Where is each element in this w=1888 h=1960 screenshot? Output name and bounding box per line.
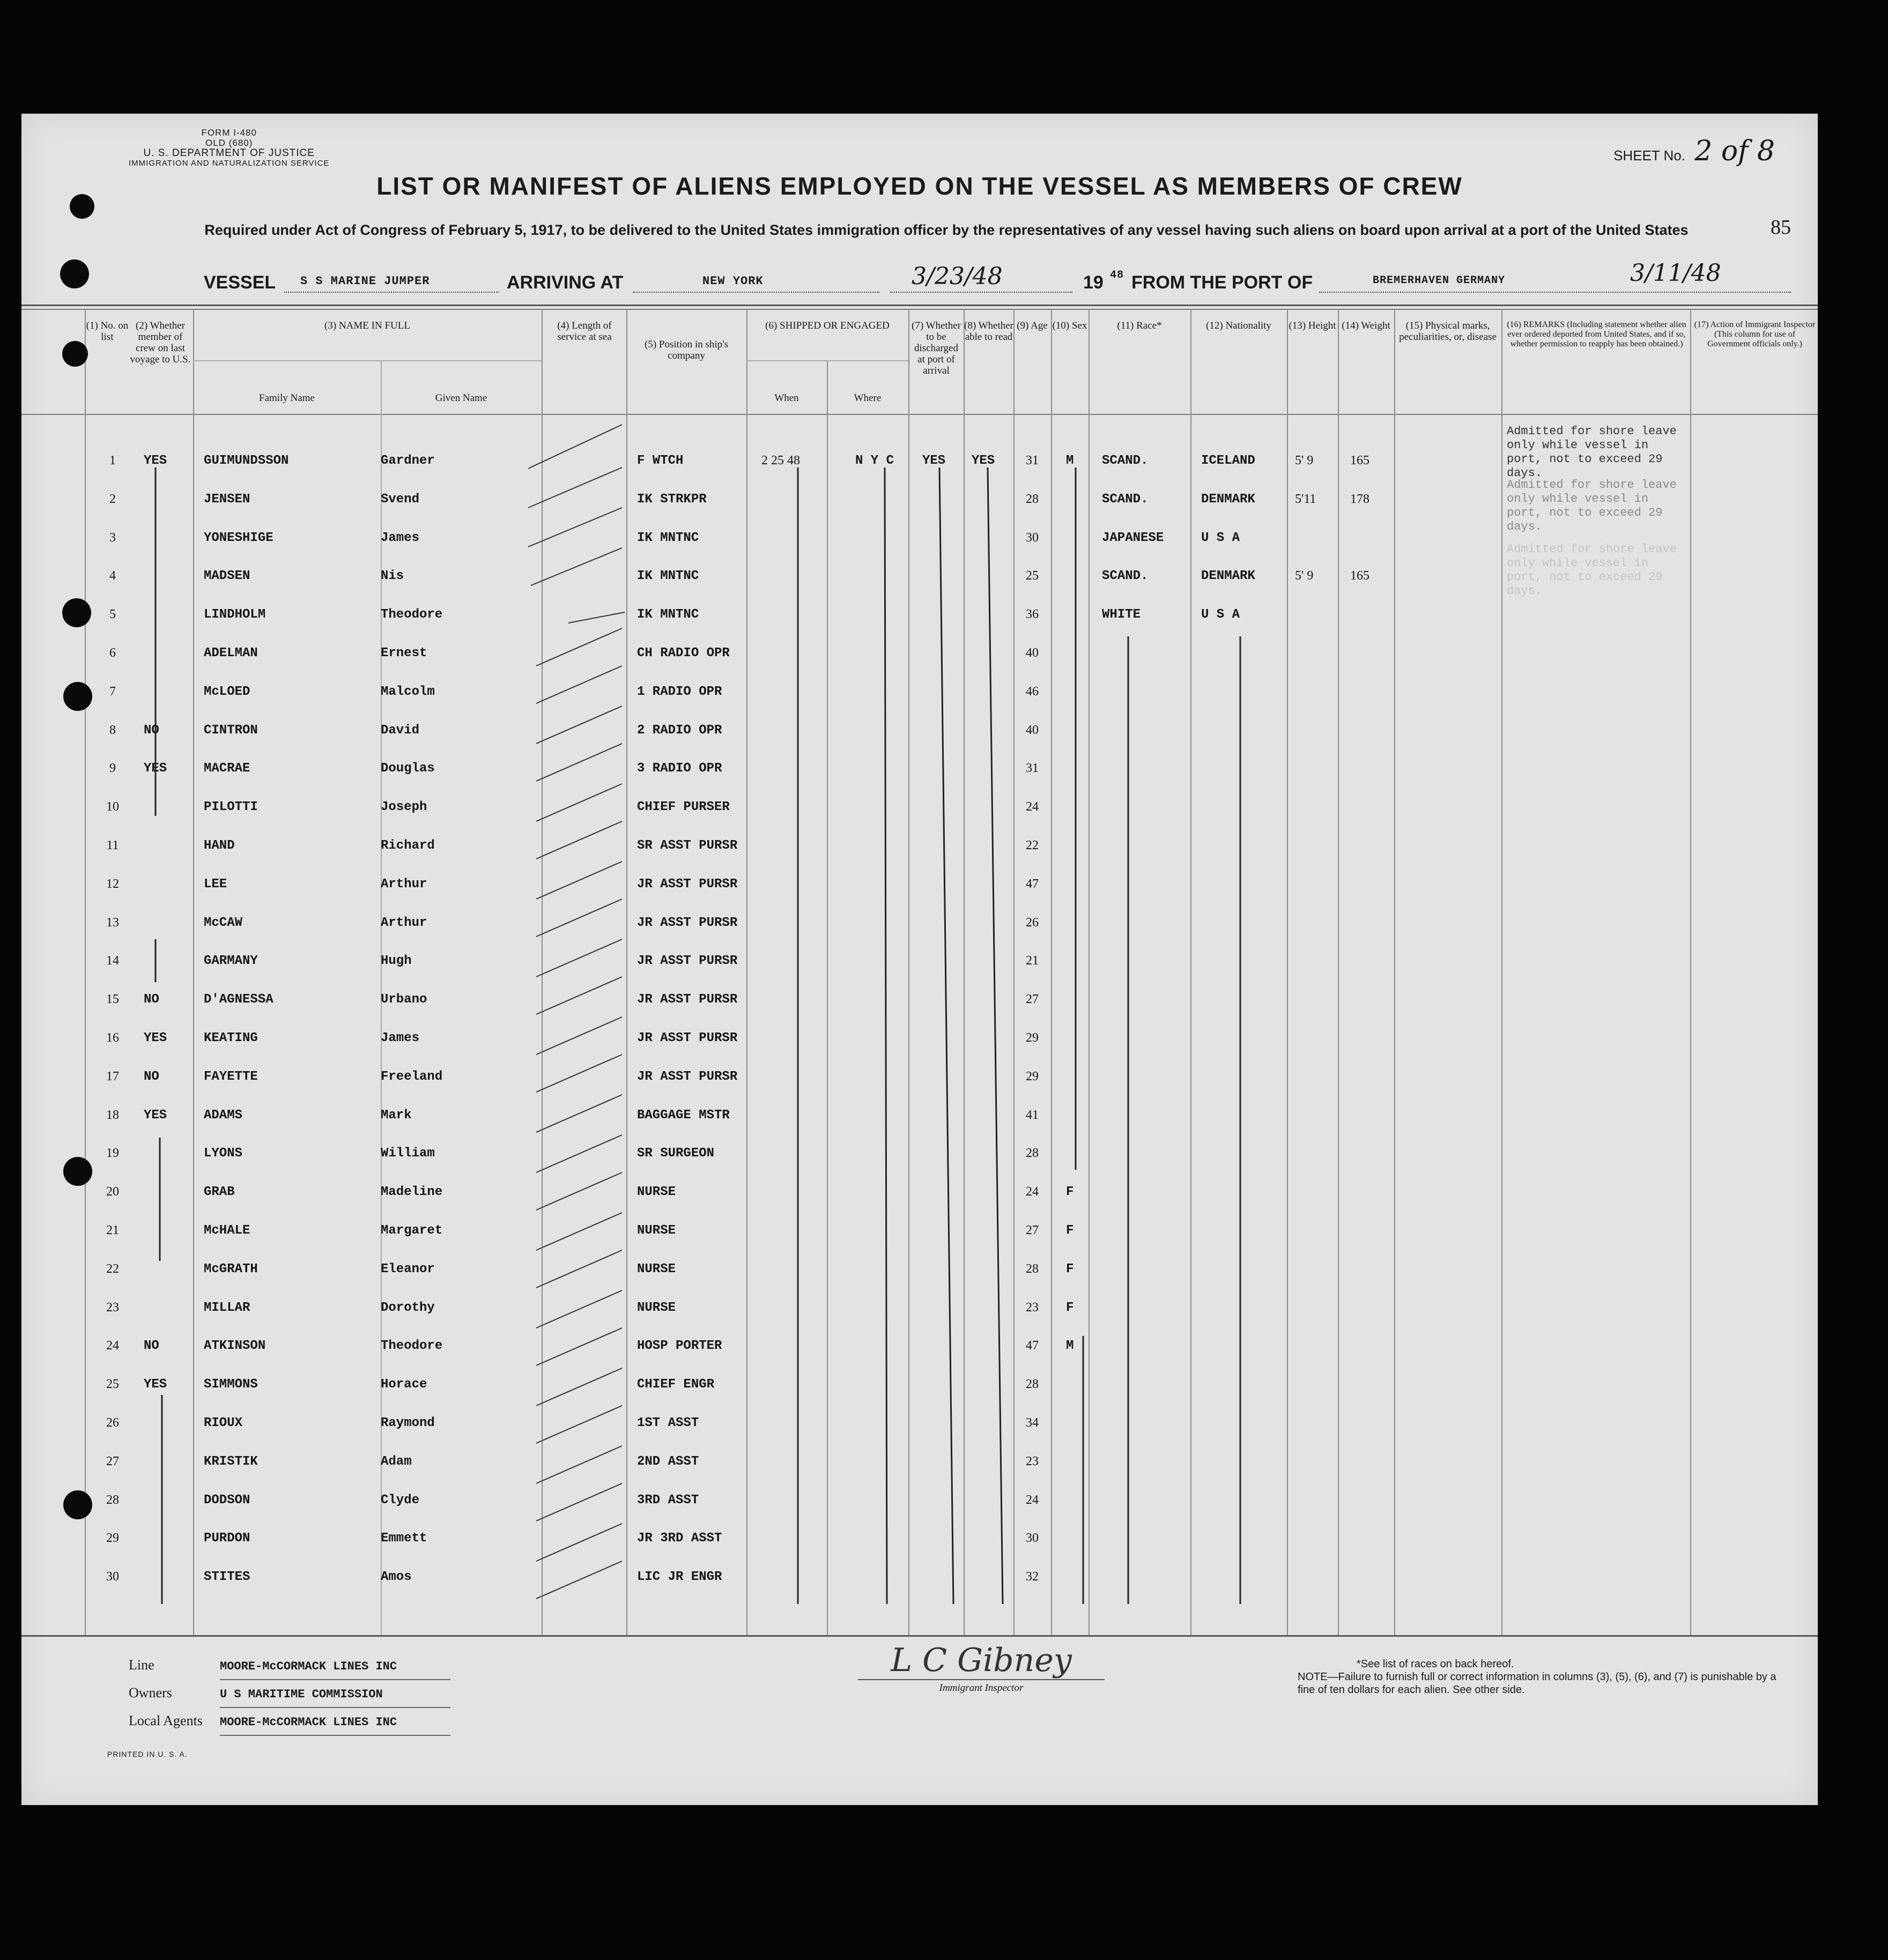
sheet-number (1613, 135, 1775, 167)
cell-no: 10 (106, 800, 119, 814)
cell-position: IK MNTNC (637, 530, 699, 545)
table-row (21, 1172, 1818, 1211)
cell-disch: YES (922, 454, 946, 468)
cell-nat: U S A (1201, 530, 1240, 545)
cell-age: 24 (1026, 1185, 1039, 1199)
cell-given: Eleanor (381, 1261, 435, 1276)
cell-given: Urbano (381, 992, 427, 1007)
cell-position: IK MNTNC (637, 607, 699, 622)
cell-given: Douglas (381, 761, 435, 776)
cell-family: STITES (204, 1570, 250, 1585)
cell-family: GUIMUNDSSON (204, 454, 289, 468)
cell-sex: F (1066, 1300, 1074, 1315)
cell-no: 6 (109, 646, 116, 660)
cell-age: 47 (1026, 877, 1039, 891)
cell-position: 1 RADIO OPR (637, 684, 722, 699)
table-row (21, 1364, 1818, 1404)
cell-prev: NO (144, 1339, 159, 1354)
cell-no: 2 (109, 492, 116, 506)
cell-family: MACRAE (204, 761, 250, 776)
cell-age: 27 (1026, 992, 1039, 1007)
table-row (21, 1018, 1818, 1057)
cell-where: N Y C (855, 454, 894, 468)
header-col2: (2) Whether member of crew on last voyage to U.S. (130, 320, 191, 365)
cell-read: YES (972, 454, 995, 468)
header-col6: (6) SHIPPED OR ENGAGED (765, 320, 890, 331)
table-row (21, 1288, 1818, 1327)
cell-no: 24 (106, 1339, 119, 1353)
cell-position: JR ASST PURSR (637, 992, 738, 1007)
cell-given: Nis (381, 569, 404, 584)
cell-age: 32 (1026, 1570, 1039, 1584)
cell-age: 29 (1026, 1031, 1039, 1045)
header-family-name: Family Name (259, 392, 315, 404)
cell-age: 47 (1026, 1339, 1039, 1353)
cell-height: 5'11 (1295, 492, 1316, 506)
cell-position: JR ASST PURSR (637, 1069, 738, 1084)
form-number: FORM I-480 (201, 128, 257, 138)
table-row (21, 710, 1818, 749)
from-port: BREMERHAVEN GERMANY (1373, 274, 1506, 287)
cell-given: Raymond (381, 1416, 435, 1430)
cell-height: 5' 9 (1295, 569, 1314, 583)
punch-hole (62, 598, 91, 627)
vessel-label: VESSEL (204, 272, 276, 293)
line-label: Line (129, 1657, 154, 1673)
cell-age: 26 (1026, 915, 1039, 930)
cell-position: HOSP PORTER (637, 1339, 722, 1354)
cell-given: Mark (381, 1108, 412, 1123)
cell-no: 30 (106, 1570, 119, 1584)
header-col12: (12) Nationality (1206, 320, 1271, 331)
from-port-label: FROM THE PORT OF (1131, 272, 1313, 293)
punch-hole (63, 1157, 92, 1186)
form-identifier (129, 128, 329, 168)
cell-sex: F (1066, 1223, 1074, 1238)
table-row (21, 787, 1818, 826)
cell-no: 7 (109, 684, 116, 699)
cell-position: NURSE (637, 1185, 676, 1200)
cell-prev: YES (144, 1377, 167, 1392)
cell-age: 22 (1026, 838, 1039, 852)
table-row (21, 1480, 1818, 1519)
cell-race: SCAND. (1102, 454, 1149, 468)
cell-no: 17 (106, 1069, 119, 1083)
cell-family: ATKINSON (204, 1339, 266, 1354)
cell-no: 9 (109, 761, 116, 776)
cell-family: CINTRON (204, 723, 258, 738)
cell-age: 40 (1026, 646, 1039, 660)
punch-hole (60, 259, 89, 288)
cell-no: 13 (106, 915, 119, 930)
races-note: *See list of races on back hereof. (1357, 1658, 1514, 1670)
document-subtitle: Required under Act of Congress of February 5, 1917, to be delivered to the United States immigration officer by the representatives of any vessel having such aliens on board upon arrival at a port of the United States (204, 222, 1689, 238)
cell-weight: 165 (1350, 569, 1369, 583)
cell-no: 12 (106, 877, 119, 891)
cell-position: NURSE (637, 1223, 676, 1238)
manifest-sheet (21, 114, 1818, 1805)
cell-age: 31 (1026, 761, 1039, 776)
penalty-note: NOTE—Failure to furnish full or correct information in columns (3), (5), (6), and (7) is punishable by a fine of ten dollars for each alien. See other side. (1298, 1671, 1776, 1696)
signature-caption: Immigrant Inspector (939, 1682, 1024, 1694)
cell-given: Dorothy (381, 1300, 435, 1315)
cell-no: 23 (106, 1300, 119, 1315)
cell-given: Clyde (381, 1493, 420, 1508)
header-col14: (14) Weight (1342, 320, 1390, 331)
cell-position: SR ASST PURSR (637, 838, 738, 853)
cell-family: YONESHIGE (204, 530, 273, 545)
local-agents-label: Local Agents (129, 1713, 203, 1728)
punch-hole (63, 1490, 92, 1519)
cell-age: 28 (1026, 1377, 1039, 1392)
header-col13: (13) Height (1289, 320, 1336, 331)
header-col15: (15) Physical marks, peculiarities, or, disease (1399, 320, 1497, 343)
cell-age: 34 (1026, 1416, 1039, 1430)
cell-no: 3 (109, 530, 116, 545)
year-prefix: 19 (1083, 272, 1104, 293)
form-old-number: OLD (680) (205, 138, 253, 148)
cell-no: 27 (106, 1454, 119, 1468)
cell-position: JR ASST PURSR (637, 954, 738, 969)
cell-given: Svend (381, 492, 420, 507)
cell-race: SCAND. (1102, 569, 1149, 584)
cell-age: 40 (1026, 723, 1039, 737)
cell-family: McGRATH (204, 1261, 258, 1276)
cell-family: McLOED (204, 684, 250, 699)
cell-position: 3 RADIO OPR (637, 761, 722, 776)
table-row (21, 1326, 1818, 1365)
cell-no: 4 (109, 569, 116, 583)
header-col9: (9) Age (1017, 320, 1048, 331)
cell-position: NURSE (637, 1261, 676, 1276)
cell-age: 41 (1026, 1108, 1039, 1122)
header-where: Where (854, 392, 882, 404)
header-col11: (11) Race* (1117, 320, 1162, 331)
table-row (21, 1518, 1818, 1557)
cell-given: David (381, 723, 420, 738)
table-row (21, 1403, 1818, 1442)
punch-hole (62, 341, 88, 367)
cell-no: 28 (106, 1493, 119, 1507)
cell-age: 23 (1026, 1454, 1039, 1468)
cell-prev: YES (144, 761, 167, 776)
cell-position: IK MNTNC (637, 569, 699, 584)
cell-position: 2 RADIO OPR (637, 723, 722, 738)
service-name: IMMIGRATION AND NATURALIZATION SERVICE (129, 159, 330, 168)
table-row (21, 672, 1818, 711)
cell-position: BAGGAGE MSTR (637, 1108, 730, 1123)
cell-position: CHIEF PURSER (637, 800, 730, 815)
printed-in-usa: PRINTED IN U. S. A. (107, 1750, 188, 1758)
inspector-signature (858, 1642, 1105, 1694)
cell-position: 2ND ASST (637, 1454, 699, 1469)
cell-family: MILLAR (204, 1300, 250, 1315)
year-suffix: 48 (1110, 269, 1124, 281)
footer-note (1298, 1658, 1780, 1696)
cell-race: SCAND. (1102, 492, 1149, 507)
header-col8: (8) Whether able to read (964, 320, 1013, 343)
cell-family: HAND (204, 838, 235, 853)
remark-3: Admitted for shore leave only while vessel in port, not to exceed 29 days. (1507, 543, 1677, 598)
cell-sex: M (1066, 454, 1074, 468)
cell-family: DODSON (204, 1493, 250, 1508)
cell-given: Gardner (381, 454, 435, 468)
cell-no: 8 (109, 723, 116, 737)
cell-given: Margaret (381, 1223, 443, 1238)
cell-position: LIC JR ENGR (637, 1570, 722, 1585)
cell-no: 18 (106, 1108, 119, 1122)
cell-no: 29 (106, 1531, 119, 1546)
owners-label: Owners (129, 1685, 172, 1701)
cell-prev: NO (144, 1069, 159, 1084)
cell-no: 25 (106, 1377, 119, 1392)
cell-family: MADSEN (204, 569, 250, 584)
sheet-number-label: SHEET No. (1613, 147, 1685, 164)
cell-height: 5' 9 (1295, 454, 1314, 467)
cell-position: CHIEF ENGR (637, 1377, 715, 1392)
header-col5: (5) Position in ship's company (645, 339, 728, 361)
table-row (21, 595, 1818, 634)
cell-position: JR ASST PURSR (637, 915, 738, 930)
cell-no: 22 (106, 1261, 119, 1276)
table-row (21, 903, 1818, 942)
table-row (21, 1057, 1818, 1096)
cell-family: McHALE (204, 1223, 250, 1238)
table-row (21, 1095, 1818, 1134)
cell-age: 27 (1026, 1223, 1039, 1237)
cell-position: 3RD ASST (637, 1493, 699, 1508)
cell-age: 28 (1026, 492, 1039, 506)
header-col4: (4) Length of service at sea (557, 320, 612, 343)
table-row (21, 826, 1818, 865)
cell-family: ADELMAN (204, 646, 258, 660)
table-row (21, 979, 1818, 1019)
table-row (21, 864, 1818, 903)
cell-no: 20 (106, 1185, 119, 1199)
cell-family: LINDHOLM (204, 607, 266, 622)
cell-prev: YES (144, 454, 167, 468)
table-row (21, 748, 1818, 788)
table-row (21, 1557, 1818, 1596)
arriving-place: NEW YORK (702, 274, 764, 288)
cell-given: Arthur (381, 877, 427, 892)
cell-position: NURSE (637, 1300, 676, 1315)
vessel-line (204, 259, 1796, 294)
cell-nat: U S A (1201, 607, 1240, 622)
cell-sex: F (1066, 1261, 1074, 1276)
vessel-name: S S MARINE JUMPER (300, 274, 430, 288)
owners-value: U S MARITIME COMMISSION (220, 1682, 450, 1708)
cell-given: James (381, 530, 420, 545)
header-col16: (16) REMARKS (Including statement whether alien ever ordered deported from United States, and if so, whether permission to reapply has been obtained.) (1507, 320, 1686, 348)
cell-sex: M (1066, 1339, 1074, 1354)
cell-weight: 165 (1350, 454, 1369, 467)
header-col7: (7) Whether to be discharged at port of arrival (912, 320, 961, 376)
cell-given: Freeland (381, 1069, 443, 1084)
cell-family: GARMANY (204, 954, 258, 969)
header-col10: (10) Sex (1052, 320, 1087, 331)
table-row (21, 1133, 1818, 1172)
cell-position: 1ST ASST (637, 1416, 699, 1430)
cell-family: SIMMONS (204, 1377, 258, 1392)
cell-no: 1 (109, 454, 116, 467)
cell-position: CH RADIO OPR (637, 646, 730, 660)
cell-family: ADAMS (204, 1108, 243, 1123)
cell-age: 36 (1026, 607, 1039, 622)
punch-hole (70, 194, 94, 219)
cell-given: Madeline (381, 1185, 443, 1200)
document-title: LIST OR MANIFEST OF ALIENS EMPLOYED ON THE VESSEL AS MEMBERS OF CREW (376, 172, 1463, 200)
cell-age: 25 (1026, 569, 1039, 583)
cell-no: 21 (106, 1223, 119, 1237)
cell-weight: 178 (1350, 492, 1369, 506)
header-given-name: Given Name (435, 392, 487, 404)
cell-family: PURDON (204, 1531, 250, 1546)
cell-given: Theodore (381, 607, 443, 622)
cell-age: 24 (1026, 800, 1039, 814)
sheet-number-value: 2 of 8 (1694, 135, 1775, 167)
header-col3: (3) NAME IN FULL (324, 320, 410, 331)
cell-position: JR ASST PURSR (637, 1031, 738, 1045)
arriving-label: ARRIVING AT (507, 272, 624, 293)
cell-family: JENSEN (204, 492, 250, 507)
cell-given: Horace (381, 1377, 427, 1392)
cell-position: F WTCH (637, 454, 684, 468)
local-agents-value: MOORE-McCORMACK LINES INC (220, 1710, 450, 1736)
cell-age: 29 (1026, 1069, 1039, 1083)
cell-age: 28 (1026, 1261, 1039, 1276)
cell-age: 23 (1026, 1300, 1039, 1315)
cell-given: Ernest (381, 646, 427, 660)
cell-no: 15 (106, 992, 119, 1007)
cell-age: 24 (1026, 1493, 1039, 1507)
cell-position: JR ASST PURSR (637, 877, 738, 892)
table-row (21, 1211, 1818, 1250)
cell-family: RIOUX (204, 1416, 243, 1430)
cell-sex: F (1066, 1185, 1074, 1200)
cell-age: 21 (1026, 954, 1039, 968)
cell-nat: DENMARK (1201, 569, 1255, 584)
punch-hole (63, 682, 92, 711)
cell-prev: YES (144, 1031, 167, 1045)
cell-prev: NO (144, 992, 159, 1007)
cell-race: WHITE (1102, 607, 1141, 622)
cell-given: Adam (381, 1454, 412, 1469)
cell-no: 16 (106, 1031, 119, 1045)
cell-given: Richard (381, 838, 435, 853)
cell-position: IK STRKPR (637, 492, 707, 507)
cell-given: Arthur (381, 915, 427, 930)
table-row (21, 633, 1818, 672)
line-value: MOORE-McCORMACK LINES INC (220, 1654, 450, 1680)
cell-given: Joseph (381, 800, 427, 815)
table-row (21, 941, 1818, 980)
cell-given: Amos (381, 1570, 412, 1585)
header-when: When (774, 392, 799, 404)
cell-prev: YES (144, 1108, 167, 1123)
cell-age: 30 (1026, 530, 1039, 545)
cell-no: 19 (106, 1146, 119, 1161)
table-row (21, 1249, 1818, 1288)
cell-given: Theodore (381, 1339, 443, 1354)
cell-no: 11 (106, 838, 119, 852)
cell-family: D'AGNESSA (204, 992, 273, 1007)
cell-no: 14 (106, 954, 119, 968)
cell-given: William (381, 1146, 435, 1161)
table-row (21, 1442, 1818, 1481)
cell-given: Emmett (381, 1531, 427, 1546)
cell-family: PILOTTI (204, 800, 258, 815)
cell-age: 46 (1026, 684, 1039, 699)
cell-family: KRISTIK (204, 1454, 258, 1469)
cell-position: SR SURGEON (637, 1146, 715, 1161)
remark-1: Admitted for shore leave only while vessel in port, not to exceed 29 days. (1507, 425, 1677, 480)
cell-no: 5 (109, 607, 116, 622)
cell-race: JAPANESE (1102, 530, 1164, 545)
cell-age: 30 (1026, 1531, 1039, 1546)
cell-given: James (381, 1031, 420, 1045)
cell-nat: DENMARK (1201, 492, 1255, 507)
cell-position: JR 3RD ASST (637, 1531, 722, 1546)
signature: L C Gibney (858, 1642, 1105, 1680)
header-col1: (1) No. on list (86, 320, 129, 343)
cell-nat: ICELAND (1201, 454, 1255, 468)
cell-family: LEE (204, 877, 227, 892)
footer-info (129, 1652, 450, 1736)
cell-when: 2 25 48 (761, 454, 800, 467)
page-number: 85 (1771, 216, 1791, 239)
header-col17: (17) Action of Immigrant Inspector (This column for use of Government officials only.) (1694, 320, 1816, 348)
cell-age: 28 (1026, 1146, 1039, 1161)
cell-no: 26 (106, 1416, 119, 1430)
cell-age: 31 (1026, 454, 1039, 467)
department-name: U. S. DEPARTMENT OF JUSTICE (143, 147, 315, 159)
remark-2: Admitted for shore leave only while vessel in port, not to exceed 29 days. (1507, 478, 1677, 533)
cell-family: McCAW (204, 915, 243, 930)
departure-date: 3/11/48 (1630, 259, 1721, 287)
cell-family: KEATING (204, 1031, 258, 1045)
cell-family: GRAB (204, 1185, 235, 1200)
cell-given: Malcolm (381, 684, 435, 699)
cell-given: Hugh (381, 954, 412, 969)
cell-prev: NO (144, 723, 159, 738)
cell-family: FAYETTE (204, 1069, 258, 1084)
cell-family: LYONS (204, 1146, 243, 1161)
arrival-date: 3/23/48 (912, 263, 1003, 290)
